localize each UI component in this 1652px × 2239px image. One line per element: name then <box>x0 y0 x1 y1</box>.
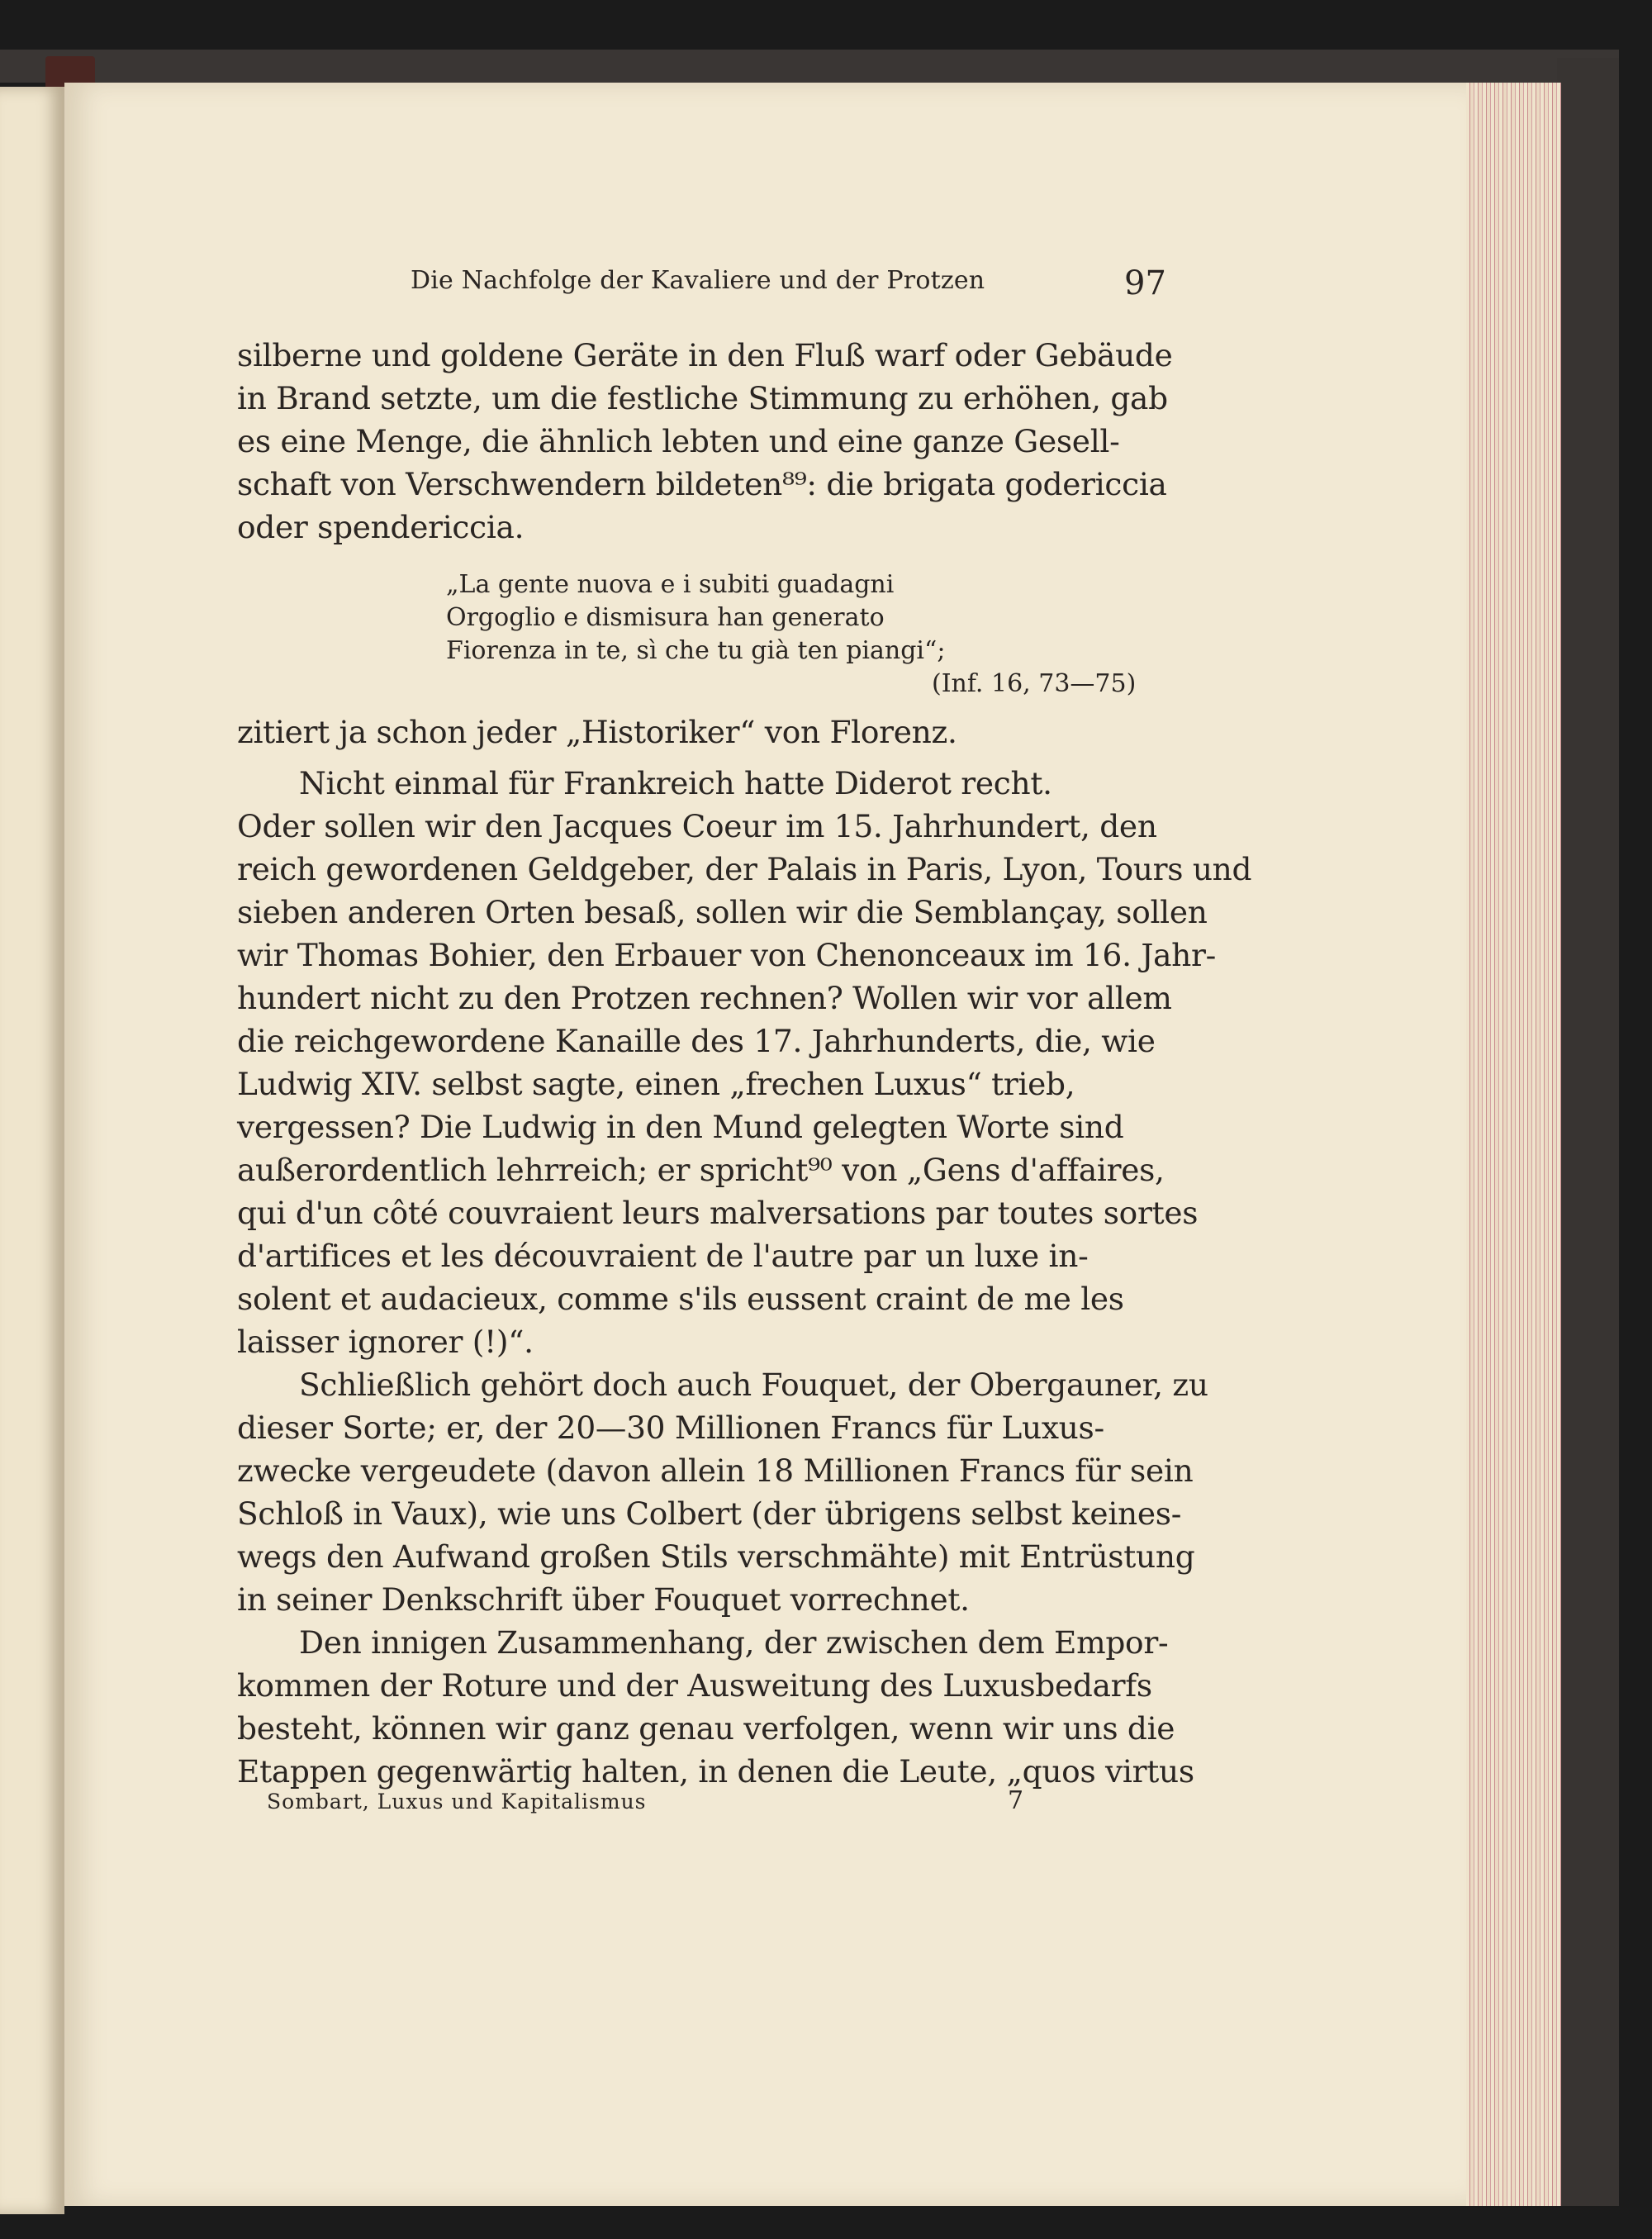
page-number: 97 <box>1124 264 1166 302</box>
body-line: außerordentlich lehrreich; er spricht⁹⁰ von „Gens d'affaires, <box>237 1152 1165 1188</box>
quote-line: Orgoglio e dismisura han generato <box>446 603 885 632</box>
quote-reference: (Inf. 16, 73—75) <box>932 669 1137 698</box>
body-line: Schließlich gehört doch auch Fouquet, der Obergauner, zu <box>299 1367 1208 1403</box>
body-line: hundert nicht zu den Protzen rechnen? Wollen wir vor allem <box>237 980 1172 1016</box>
body-line: sieben anderen Orten besaß, sollen wir die Semblançay, sollen <box>237 894 1208 930</box>
body-line: zwecke vergeudete (davon allein 18 Millionen Francs für sein <box>237 1452 1194 1489</box>
running-head: Die Nachfolge der Kavaliere und der Protzen <box>411 266 985 295</box>
body-line: besteht, können wir ganz genau verfolgen, wenn wir uns die <box>237 1710 1175 1747</box>
body-line: vergessen? Die Ludwig in den Mund gelegten Worte sind <box>237 1109 1124 1145</box>
body-line: dieser Sorte; er, der 20—30 Millionen Francs für Luxus- <box>237 1409 1104 1446</box>
body-line: Ludwig XIV. selbst sagte, einen „frechen Luxus“ trieb, <box>237 1066 1075 1102</box>
quote-line: „La gente nuova e i subiti guadagni <box>446 570 895 599</box>
body-line: wir Thomas Bohier, den Erbauer von Chenonceaux im 16. Jahr- <box>237 937 1216 973</box>
body-line: qui d'un côté couvraient leurs malversations par toutes sortes <box>237 1195 1199 1231</box>
body-line: silberne und goldene Geräte in den Fluß warf oder Gebäude <box>237 337 1173 373</box>
cover-top-edge <box>0 50 1619 83</box>
body-line: kommen der Roture und der Ausweitung des Luxusbedarfs <box>237 1667 1152 1704</box>
cover-right-edge <box>1557 58 1619 2206</box>
page-edges <box>1466 83 1561 2206</box>
body-line: Schloß in Vaux), wie uns Colbert (der übrigens selbst keines- <box>237 1495 1182 1532</box>
body-line: Den innigen Zusammenhang, der zwischen dem Empor- <box>299 1624 1169 1661</box>
body-line: schaft von Verschwendern bildeten⁸⁹: die brigata godericcia <box>237 466 1167 502</box>
body-line: zitiert ja schon jeder „Historiker“ von Florenz. <box>237 714 957 750</box>
body-line: d'artifices et les découvraient de l'autre par un luxe in- <box>237 1238 1089 1274</box>
body-line: oder spendericcia. <box>237 509 525 545</box>
body-line: Oder sollen wir den Jacques Coeur im 15. Jahrhundert, den <box>237 808 1157 844</box>
body-line: in Brand setzte, um die festliche Stimmung zu erhöhen, gab <box>237 380 1168 416</box>
left-page-gutter <box>0 87 64 2214</box>
body-line: in seiner Denkschrift über Fouquet vorrechnet. <box>237 1581 970 1618</box>
quote-line: Fiorenza in te, sì che tu già ten piangi“; <box>446 636 946 665</box>
body-line: Etappen gegenwärtig halten, in denen die Leute, „quos virtus <box>237 1753 1194 1790</box>
body-line: Nicht einmal für Frankreich hatte Diderot recht. <box>299 765 1052 801</box>
body-line: es eine Menge, die ähnlich lebten und eine ganze Gesell- <box>237 423 1120 459</box>
signature-number: 7 <box>1008 1786 1024 1815</box>
body-line: die reichgewordene Kanaille des 17. Jahrhunderts, die, wie <box>237 1023 1156 1059</box>
signature-line: Sombart, Luxus und Kapitalismus <box>267 1790 647 1814</box>
body-line: solent et audacieux, comme s'ils eussent craint de me les <box>237 1281 1124 1317</box>
body-line: wegs den Aufwand großen Stils verschmähte) mit Entrüstung <box>237 1538 1195 1575</box>
body-line: laisser ignorer (!)“. <box>237 1324 534 1360</box>
body-line: reich gewordenen Geldgeber, der Palais in Paris, Lyon, Tours und <box>237 851 1252 887</box>
